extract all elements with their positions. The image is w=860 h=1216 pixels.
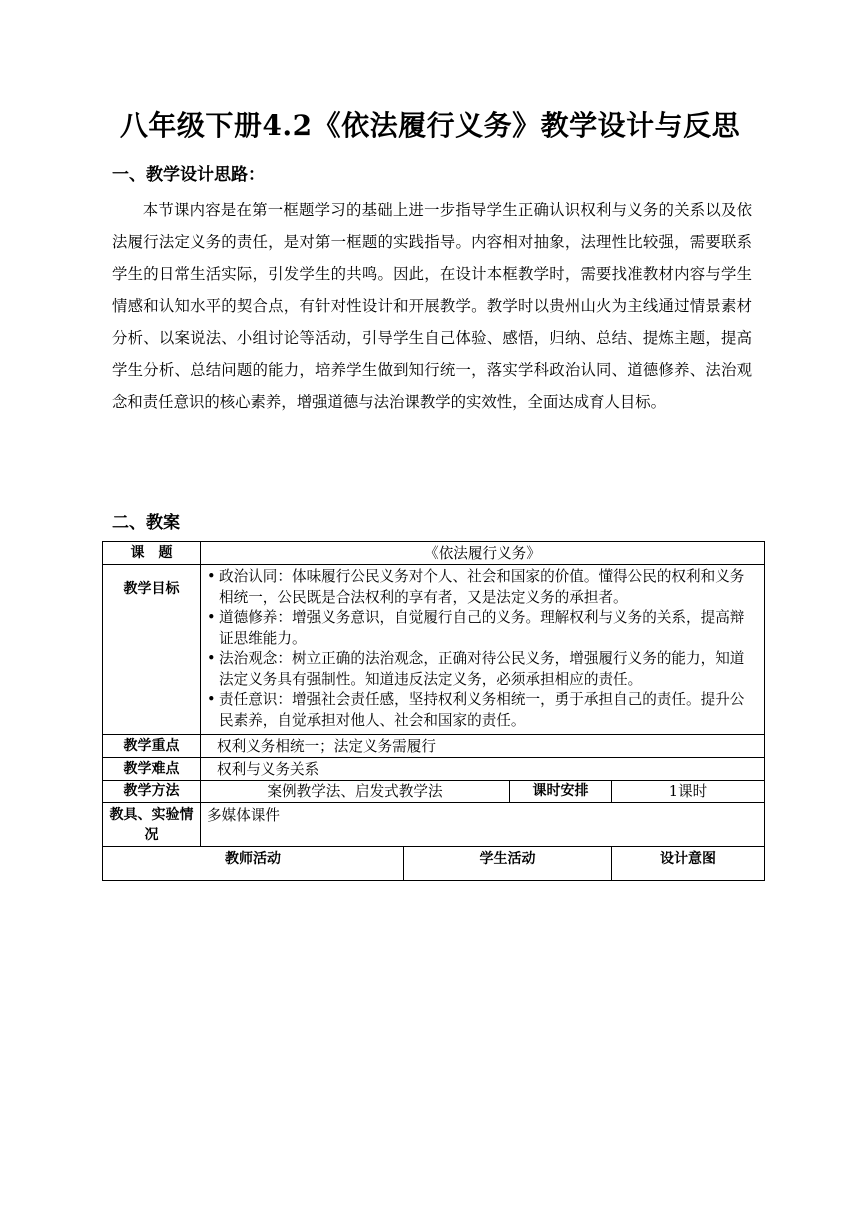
teacher-activity-header: 教师活动 (103, 847, 404, 881)
difficulty-label: 教学难点 (103, 758, 201, 781)
bullet-icon: • (207, 650, 216, 667)
lesson-plan-table (102, 541, 765, 881)
design-idea-paragraph: 本节课内容是在第一框题学习的基础上进一步指导学生正确认识权利与义务的关系以及依法履行法定义务的责任，是对第一框题的实践指导。内容相对抽象，法理性比较强，需要联系学生的日常生活实际，引发学生的共鸣。因此，在设计本框教学时，需要找准教材内容与学生情感和认知水平的契合点，有针对性设计和开展教学。教学时以贵州山火为主线通过情景素材分析、以案说法、小组讨论等活动，引导学生自己体验、感悟，归纳、总结、提炼主题，提高学生分析、总结问题的能力，培养学生做到知行统一，落实学科政治认同、道德修养、法治观念和责任意识的核心素养，增强道德与法治课教学的实效性，全面达成育人目标。 (112, 201, 752, 411)
design-intent-header: 设计意图 (612, 847, 765, 881)
student-activity-header: 学生活动 (404, 847, 612, 881)
goals-cell (201, 565, 765, 735)
list-item (207, 608, 758, 649)
keypoint-value: 权利义务相统一；法定义务需履行 (201, 735, 765, 758)
table-row-method (103, 781, 765, 803)
goal-text: 政治认同：体味履行公民义务对个人、社会和国家的价值。懂得公民的权利和义务相统一，公民既是合法权利的享有者，又是法定义务的承担者。 (219, 568, 745, 606)
table-row-difficulty (103, 758, 765, 781)
schedule-label: 课时安排 (510, 781, 612, 803)
difficulty-value: 权利与义务关系 (201, 758, 765, 781)
schedule-value: 1课时 (612, 781, 765, 803)
table-row-activity-header (103, 847, 765, 881)
list-item (207, 567, 758, 608)
list-item (207, 690, 758, 731)
document-title: 八年级下册4.2《依法履行义务》教学设计与反思 (119, 109, 741, 142)
topic-label: 课 题 (103, 542, 201, 565)
goal-text: 法治观念：树立正确的法治观念，正确对待公民义务，增强履行义务的能力，知道法定义务具有强制性。知道违反法定义务，必须承担相应的责任。 (219, 650, 745, 688)
keypoint-label: 教学重点 (103, 735, 201, 758)
goal-text: 道德修养：增强义务意识，自觉履行自己的义务。理解权利与义务的关系，提高辩证思维能力。 (219, 609, 745, 647)
goal-text: 责任意识：增强社会责任感，坚持权利义务相统一，勇于承担自己的责任。提升公民素养，自觉承担对他人、社会和国家的责任。 (219, 691, 745, 729)
list-item (207, 649, 758, 690)
tools-value: 多媒体课件 (201, 803, 765, 847)
method-label: 教学方法 (103, 781, 201, 803)
tools-label: 教具、实验情况 (103, 803, 201, 847)
bullet-icon: • (207, 609, 216, 626)
goals-list (207, 565, 758, 734)
goals-label: 教学目标 (103, 565, 201, 735)
bullet-icon: • (207, 568, 216, 585)
section-heading-design-idea: 一、教学设计思路： (112, 165, 265, 185)
method-value: 案例教学法、启发式教学法 (201, 781, 510, 803)
section-heading-lesson-plan: 二、教案 (112, 513, 180, 533)
table-row-goals (103, 565, 765, 735)
bullet-icon: • (207, 691, 216, 708)
table-row-topic (103, 542, 765, 565)
topic-value: 《依法履行义务》 (201, 542, 765, 565)
table-row-keypoint (103, 735, 765, 758)
table-row-tools (103, 803, 765, 847)
